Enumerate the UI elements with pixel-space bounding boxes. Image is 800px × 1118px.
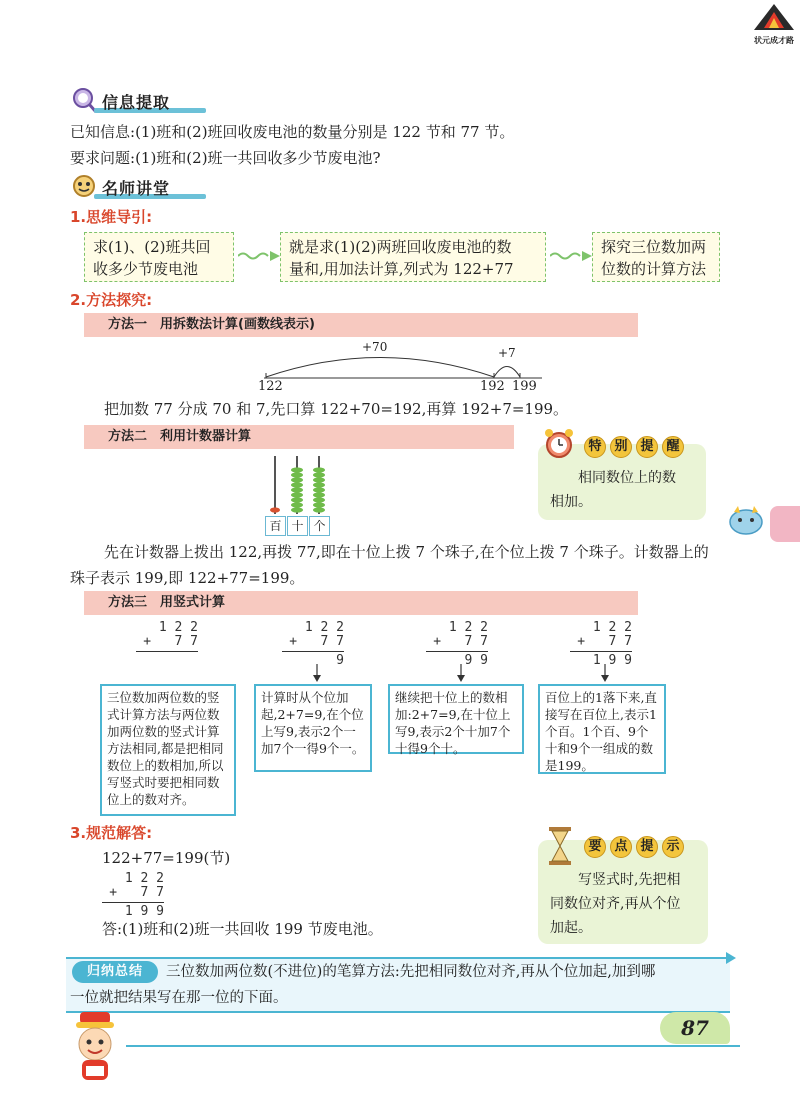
tip1-title-char-2: 别 bbox=[610, 436, 632, 458]
vertical-3-top: 1 2 2 bbox=[448, 620, 488, 635]
side-mascot-icon bbox=[726, 504, 766, 538]
vertical-2-add: + 7 7 bbox=[289, 634, 344, 649]
explanation-box-1: 三位数加两位数的竖式计算方法与两位数加两位数的竖式计算方法相同,都是把相同数位上的数相加,所以写竖式时要把相同数位上的数对齐。 bbox=[100, 684, 236, 816]
step3-vertical-result: 1 9 9 bbox=[124, 904, 164, 919]
vertical-calc-2 bbox=[282, 621, 344, 668]
ask-label: 要求问题: bbox=[70, 149, 136, 167]
flow-box-3-line1: 探究三位数加两 bbox=[601, 238, 707, 256]
step3-heading: 3.规范解答: bbox=[70, 824, 153, 842]
tip1-title-char-3: 提 bbox=[636, 436, 658, 458]
vertical-3-result: 9 9 bbox=[464, 653, 488, 668]
vertical-1-top: 1 2 2 bbox=[158, 620, 198, 635]
step1-heading: 1.思维导引: bbox=[70, 208, 153, 226]
explanation-box-2: 计算时从个位加起,2+7=9,在个位上写9,表示2个一加7个一得9个一。 bbox=[254, 684, 372, 772]
flow-box-2-line2: 量和,用加法计算,列式为 122+77 bbox=[289, 260, 514, 278]
abacus-label-hundreds: 百 bbox=[265, 516, 286, 536]
vertical-1-add: + 7 7 bbox=[143, 634, 198, 649]
flow-box-2-line1: 就是求(1)(2)两班回收废电池的数 bbox=[289, 238, 512, 256]
step2-heading: 2.方法探究: bbox=[70, 291, 153, 309]
vertical-4-top: 1 2 2 bbox=[592, 620, 632, 635]
flow-arrow-1-icon bbox=[238, 250, 280, 262]
summary-badge: 归纳总结 bbox=[72, 961, 158, 983]
corner-logo bbox=[752, 2, 796, 46]
section-teach-header bbox=[70, 172, 210, 202]
known-info-line bbox=[70, 119, 514, 145]
down-arrow-3-icon bbox=[600, 664, 610, 682]
flow-box-2 bbox=[280, 232, 546, 282]
tip1-title-char-4: 醒 bbox=[662, 436, 684, 458]
logo-text: 状元成才路 bbox=[754, 36, 794, 45]
number-line-start: 122 bbox=[258, 379, 283, 394]
ask-line bbox=[70, 145, 381, 171]
vertical-3-add: + 7 7 bbox=[433, 634, 488, 649]
step3-equation: 122+77=199(节) bbox=[102, 849, 231, 867]
method1-bar: 方法一 用拆数法计算(画数线表示) bbox=[84, 313, 638, 337]
page-number: 87 bbox=[681, 1016, 709, 1040]
vertical-2-top: 1 2 2 bbox=[304, 620, 344, 635]
tip2-title-char-4: 示 bbox=[662, 836, 684, 858]
step3-vertical-top: 1 2 2 bbox=[124, 871, 164, 886]
abacus-label-tens: 十 bbox=[287, 516, 308, 536]
tip2-line3: 加起。 bbox=[550, 920, 592, 936]
logo-mountain-icon bbox=[752, 2, 796, 32]
method2-bar: 方法二 利用计数器计算 bbox=[84, 425, 514, 449]
method2-text-line1: 先在计数器上拨出 122,再拨 77,即在十位上拨 7 个珠子,在个位上拨 7 个珠子。计数器上的 bbox=[104, 543, 709, 561]
tip1-title-char-1: 特 bbox=[584, 436, 606, 458]
ask-text: (1)班和(2)班一共回收多少节废电池? bbox=[135, 149, 381, 167]
tip2-title-char-1: 要 bbox=[584, 836, 606, 858]
tip2-title-char-2: 点 bbox=[610, 836, 632, 858]
right-edge-tab bbox=[770, 506, 800, 542]
number-line bbox=[258, 340, 548, 396]
flow-box-1 bbox=[84, 232, 234, 282]
step3-vertical bbox=[102, 872, 164, 919]
flow-arrow-2-icon bbox=[550, 250, 592, 262]
abacus bbox=[264, 454, 336, 536]
vertical-calc-4 bbox=[570, 621, 632, 668]
tip1-title bbox=[584, 436, 684, 458]
boy-mascot-icon bbox=[64, 1010, 126, 1084]
tip2-title-char-3: 提 bbox=[636, 836, 658, 858]
number-line-jump2-label: +7 bbox=[498, 346, 516, 360]
section-info-header bbox=[70, 86, 210, 116]
flow-box-3 bbox=[592, 232, 720, 282]
down-arrow-2-icon bbox=[456, 664, 466, 682]
known-text: (1)班和(2)班回收废电池的数量分别是 122 节和 77 节。 bbox=[135, 123, 515, 141]
abacus-rods-icon bbox=[264, 454, 336, 516]
footer-line bbox=[126, 1045, 740, 1047]
vertical-2-result: 9 bbox=[336, 653, 344, 668]
tip2-title bbox=[584, 836, 684, 858]
tip1-line2: 相加。 bbox=[550, 494, 592, 510]
vertical-calc-1 bbox=[136, 621, 198, 654]
summary-line2: 一位就把结果写在那一位的下面。 bbox=[70, 990, 288, 1006]
number-line-jump1-label: +70 bbox=[362, 340, 388, 354]
abacus-label-ones: 个 bbox=[309, 516, 330, 536]
method2-text-line2: 珠子表示 199,即 122+77=199。 bbox=[70, 569, 305, 587]
number-line-mid: 192 bbox=[480, 379, 505, 394]
vertical-4-result: 1 9 9 bbox=[592, 653, 632, 668]
tip2-line1: 写竖式时,先把相 bbox=[578, 872, 681, 888]
section-info-title: 信息提取 bbox=[102, 93, 171, 112]
explanation-box-3: 继续把十位上的数相加:2+7=9,在十位上写9,表示2个十加7个十得9个十。 bbox=[388, 684, 524, 754]
section-teach-title: 名师讲堂 bbox=[102, 179, 171, 198]
explanation-box-4: 百位上的1落下来,直接写在百位上,表示1个百。1个百、9个十和9个一组成的数是199。 bbox=[538, 684, 666, 774]
hourglass-icon bbox=[546, 826, 574, 866]
down-arrow-1-icon bbox=[312, 664, 322, 682]
tip2-line2: 同数位对齐,再从个位 bbox=[550, 896, 681, 912]
step3-answer: 答:(1)班和(2)班一共回收 199 节废电池。 bbox=[102, 920, 383, 938]
summary-arrow-icon bbox=[726, 952, 736, 964]
known-label: 已知信息: bbox=[70, 123, 136, 141]
number-line-end: 199 bbox=[512, 379, 537, 394]
tip1-line1: 相同数位上的数 bbox=[578, 470, 676, 486]
step3-vertical-add: + 7 7 bbox=[109, 885, 164, 900]
alarm-clock-icon bbox=[542, 426, 576, 460]
method3-bar: 方法三 用竖式计算 bbox=[84, 591, 638, 615]
flow-box-3-line2: 位数的计算方法 bbox=[601, 260, 707, 278]
vertical-4-add: + 7 7 bbox=[577, 634, 632, 649]
vertical-calc-3 bbox=[426, 621, 488, 668]
flow-box-1-line2: 收多少节废电池 bbox=[93, 260, 199, 278]
method1-text: 把加数 77 分成 70 和 7,先口算 122+70=192,再算 192+7=199。 bbox=[104, 400, 569, 418]
flow-box-1-line1: 求(1)、(2)班共回 bbox=[93, 238, 211, 256]
summary-line1: 三位数加两位数(不进位)的笔算方法:先把相同数位对齐,再从个位加起,加到哪 bbox=[166, 964, 656, 980]
